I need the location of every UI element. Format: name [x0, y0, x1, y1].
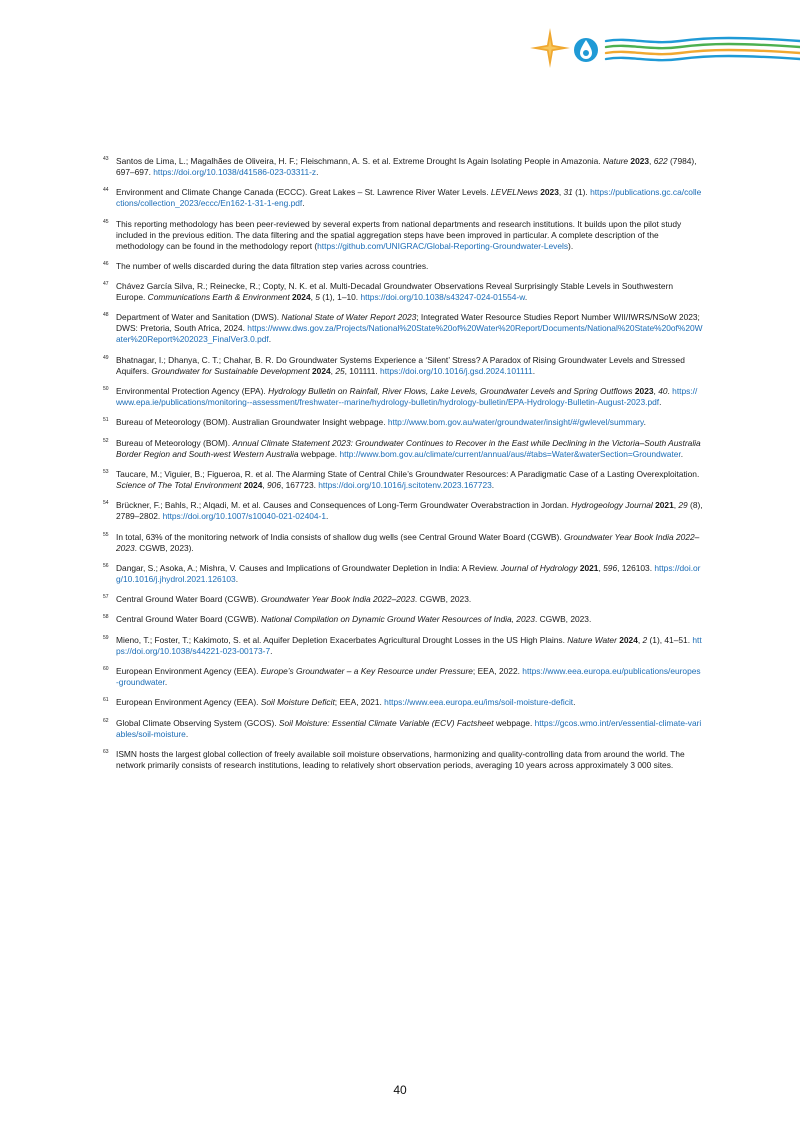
endnote-text — [116, 500, 703, 522]
endnote-text — [116, 635, 703, 657]
endnote-item — [103, 614, 703, 625]
endnote-link[interactable]: http://www.bom.gov.au/climate/current/annual/aus/#tabs=Water&waterSection=Groundwater — [339, 448, 681, 459]
endnote-text-run: , — [262, 479, 268, 490]
endnote-link[interactable]: https://gcos.wmo.int/en/essential-climate-variables/soil-moisture — [116, 717, 702, 739]
endnote-text-run: . CGWB, 2023). — [134, 542, 194, 553]
endnote-text-run: (7984), 697–697. — [116, 156, 697, 177]
endnote-bold-text: 2023 — [634, 386, 654, 397]
endnote-bold-text: 2024 — [619, 634, 638, 645]
endnote-text — [116, 312, 703, 345]
endnote-text-run: ; EEA, 2022. — [472, 666, 523, 677]
endnote-italic-text: Nature — [602, 156, 629, 166]
endnote-text-run: Global Climate Observing System (GCOS). — [116, 717, 279, 728]
endnote-text — [116, 614, 703, 625]
endnote-italic-text: 5 — [315, 292, 320, 303]
endnote-italic-text: Soil Moisture Deficit — [260, 697, 335, 708]
endnote-text-run: . — [302, 198, 305, 209]
endnote-italic-text: Hydrogeology Journal — [571, 500, 653, 511]
endnote-italic-text: 2 — [642, 634, 648, 645]
endnote-item — [103, 532, 703, 554]
endnote-text-run: . — [532, 365, 536, 376]
endnote-number: 51 — [103, 417, 109, 424]
endnote-number: 63 — [103, 748, 109, 755]
endnote-text-run: . CGWB, 2023. — [414, 594, 472, 605]
endnote-italic-text: Science of The Total Environment — [116, 479, 242, 490]
endnote-text-run: Environmental Protection Agency (EPA). — [116, 386, 269, 397]
endnote-item — [103, 355, 703, 377]
endnote-text — [116, 749, 703, 771]
endnote-link[interactable]: https://doi.org/10.1038/s44221-023-00173-7 — [116, 634, 702, 656]
endnote-text — [116, 355, 703, 377]
endnote-text-run: The number of wells discarded during the data filtration step varies across countries. — [116, 260, 429, 271]
endnote-italic-text: 31 — [563, 187, 573, 198]
endnote-number: 57 — [103, 594, 109, 601]
endnote-bold-text: 2021 — [655, 500, 674, 511]
endnote-text-run: In total, 63% of the monitoring network of India consists of shallow dug wells (see Central Ground Water Board (CGWB). — [116, 531, 564, 542]
endnote-text-run: , — [649, 156, 654, 166]
endnote-text — [116, 469, 703, 491]
endnote-item — [103, 261, 703, 272]
endnote-text-run: Taucare, M.; Viguier, B.; Figueroa, R. et al. The Alarming State of Central Chile’s Groundwater Resources: A Paradigmatic Case of a Lasting Overexploitation. — [116, 468, 700, 479]
endnote-text-run: . — [573, 697, 576, 708]
endnote-bold-text: 2021 — [579, 562, 599, 573]
endnote-item — [103, 635, 703, 657]
endnotes-list — [103, 156, 703, 780]
endnote-text-run: (1), 41–51. — [647, 634, 693, 645]
endnote-link[interactable]: https://publications.gc.ca/collections/collection_2023/eccc/En162-1-31-1-eng.pdf — [116, 187, 702, 209]
sun-star-icon — [530, 28, 570, 68]
endnote-text-run: , — [653, 386, 659, 397]
endnote-text-run: (8), 2789–2802. — [116, 500, 703, 522]
endnote-text-run: , — [673, 500, 679, 511]
wave-lines-icon — [606, 38, 800, 60]
endnote-text-run: . — [491, 479, 495, 490]
endnote-text-run: webpage. — [493, 717, 535, 728]
endnote-text — [116, 261, 703, 272]
endnote-text-run: , 126103. — [617, 562, 655, 573]
endnote-link[interactable]: https://www.epa.ie/publications/monitoring--assessment/freshwater--marine/hydrology-bulletin/hydrology-bulletin/EPA-Hydrology-Bulletin-August-2023.pdf — [116, 386, 698, 408]
endnote-link[interactable]: https://www.dws.gov.za/Projects/National%20State%20of%20Water%20Report/Documents/National%20State%20of%20Water%20Report%202023_FinalVer3.0.pdf — [116, 323, 703, 345]
endnote-text-run: , — [310, 292, 316, 303]
endnote-text-run: . — [185, 728, 189, 739]
endnote-italic-text: Hydrology Bulletin on Rainfall, River Flows, Lake Levels, Groundwater Levels and Spring Outflows — [268, 386, 633, 397]
endnote-text — [116, 438, 703, 460]
endnote-text-run: . — [659, 397, 662, 408]
endnote-item — [103, 219, 703, 252]
endnote-item — [103, 469, 703, 491]
endnote-link[interactable]: https://doi.org/10.1016/j.scitotenv.2023.167723 — [318, 479, 492, 490]
endnote-italic-text: 29 — [678, 500, 688, 511]
endnote-italic-text: Journal of Hydrology — [500, 562, 578, 573]
endnote-text-run: Chávez García Silva, R.; Reinecke, R.; Copty, N. K. et al. Multi-Decadal Groundwater Observations Reveal Surprisingly Stable Levels in Southwestern Europe. — [116, 281, 674, 303]
endnote-text-run: (1). — [572, 187, 591, 198]
endnote-italic-text: Nature Water — [567, 634, 617, 645]
endnote-link[interactable]: https://doi.org/10.1007/s10040-021-02404-1 — [162, 511, 327, 522]
endnote-link[interactable]: https://www.eea.europa.eu/publications/europes-groundwater — [116, 666, 701, 688]
endnote-text-run: ; Integrated Water Resource Studies Report Number WII/IWRS/NSoW 2023; DWS: Pretoria, South Africa, 2024. — [116, 312, 700, 334]
endnote-text-run: Mieno, T.; Foster, T.; Kakimoto, S. et al. Aquifer Depletion Exacerbates Agricultural Drought Losses in the US High Plains. — [116, 634, 568, 645]
endnote-number: 58 — [103, 614, 109, 621]
endnote-number: 45 — [103, 218, 109, 225]
endnote-link[interactable]: https://doi.org/10.1038/s43247-024-01554-w — [360, 292, 525, 303]
endnote-italic-text: Communications Earth & Environment — [147, 292, 290, 303]
endnote-number: 46 — [103, 260, 109, 267]
endnote-number: 52 — [103, 437, 109, 444]
endnote-item — [103, 718, 703, 740]
endnote-text — [116, 386, 703, 408]
endnote-text-run: , — [598, 562, 604, 573]
endnote-italic-text: Soil Moisture: Essential Climate Variable (ECV) Factsheet — [278, 717, 494, 728]
endnote-bold-text: 2023 — [540, 187, 559, 198]
endnote-italic-text: LEVELNews — [490, 187, 538, 198]
page-number: 40 — [393, 1083, 407, 1097]
endnote-text-run: Bureau of Meteorology (BOM). Australian Groundwater Insight webpage. — [116, 417, 388, 428]
endnote-text-run: . — [680, 448, 684, 459]
endnote-item — [103, 187, 703, 209]
endnote-number: 56 — [103, 562, 109, 569]
endnote-item — [103, 417, 703, 428]
endnote-item — [103, 749, 703, 771]
endnote-item — [103, 281, 703, 303]
endnote-text-run: , 167723. — [281, 479, 319, 490]
endnote-text — [116, 563, 703, 585]
endnote-item — [103, 500, 703, 522]
endnote-link[interactable]: https://doi.org/10.1016/j.gsd.2024.101111 — [380, 365, 533, 376]
endnote-number: 50 — [103, 386, 109, 393]
endnote-number: 61 — [103, 697, 109, 704]
endnote-text-run: , — [637, 634, 643, 645]
endnote-text-run: ). — [568, 240, 574, 251]
endnote-text-run: . — [524, 292, 528, 303]
endnote-text-run: . — [270, 645, 273, 656]
endnote-italic-text: National State of Water Report 2023 — [281, 312, 417, 323]
endnote-text — [116, 281, 703, 303]
endnote-text-run: European Environment Agency (EEA). — [116, 666, 261, 677]
endnote-text-run: Central Ground Water Board (CGWB). — [116, 594, 261, 605]
endnote-text-run: , — [330, 365, 336, 376]
endnote-text-run: ISMN hosts the largest global collection of freely available soil moisture observations, harmonizing and quality-controlling data from around the world. The network primarily consists of research institutions, leading to relatively short observation periods, averaging 10 years across approximately 3 000 sites. — [116, 748, 685, 770]
endnote-italic-text: 25 — [335, 365, 345, 376]
endnote-text-run: , 101111. — [344, 365, 381, 376]
endnote-bold-text: 2024 — [291, 292, 311, 303]
endnote-text-run: Department of Water and Sanitation (DWS). — [116, 312, 282, 323]
endnote-number: 49 — [103, 354, 109, 361]
endnote-number: 47 — [103, 281, 109, 288]
water-drop-icon — [574, 38, 598, 62]
endnote-italic-text: 622 — [653, 156, 668, 166]
endnote-text — [116, 417, 703, 428]
endnote-number: 44 — [103, 187, 109, 194]
endnote-link[interactable]: https://www.eea.europa.eu/ims/soil-moisture-deficit — [384, 697, 574, 708]
endnote-text-run: Bhatnagar, I.; Dhanya, C. T.; Chahar, B. R. Do Groundwater Systems Experience a ‘Silent’ Stress? A Paradox of Rising Groundwater Levels and Stressed Aquifers. — [116, 354, 685, 376]
endnote-link[interactable]: https://github.com/UNIGRAC/Global-Reporting-Groundwater-Levels — [317, 240, 569, 251]
endnote-text-run: European Environment Agency (EEA). — [116, 697, 261, 708]
endnote-text-run: . — [667, 386, 673, 397]
endnote-text-run: . — [643, 417, 646, 428]
endnote-item — [103, 438, 703, 460]
endnote-text — [116, 718, 703, 740]
endnote-bold-text: 2024 — [243, 479, 263, 490]
endnote-text-run: . — [326, 511, 329, 522]
endnote-text — [116, 156, 703, 178]
endnote-link[interactable]: https://doi.org/10.1016/j.jhydrol.2021.126103 — [116, 562, 701, 584]
endnote-text-run: . — [164, 677, 168, 688]
endnote-number: 59 — [103, 634, 109, 641]
endnote-text-run: Dangar, S.; Asoka, A.; Mishra, V. Causes and Implications of Groundwater Depletion in India: A Review. — [116, 562, 501, 573]
endnote-item — [103, 666, 703, 688]
endnote-number: 62 — [103, 717, 109, 724]
endnote-item — [103, 697, 703, 708]
report-logo — [520, 24, 800, 74]
endnote-text-run: Central Ground Water Board (CGWB). — [116, 614, 261, 625]
endnote-text-run: . CGWB, 2023. — [534, 614, 592, 625]
endnote-item — [103, 563, 703, 585]
endnote-text-run: Bureau of Meteorology (BOM). — [116, 437, 233, 448]
endnote-text-run: , — [558, 187, 564, 198]
endnote-text-run: Brückner, F.; Bahls, R.; Alqadi, M. et al. Causes and Consequences of Long-Term Groundwater Overabstraction in Jordan. — [116, 500, 572, 511]
endnote-text-run: ; EEA, 2021. — [334, 697, 385, 708]
endnote-text-run: . — [235, 573, 239, 584]
endnote-text — [116, 187, 703, 209]
endnote-text-run: Environment and Climate Change Canada (ECCC). Great Lakes – St. Lawrence River Water Levels. — [116, 187, 491, 198]
endnote-text — [116, 697, 703, 708]
endnote-item — [103, 386, 703, 408]
endnote-text-run: Santos de Lima, L.; Magalhães de Oliveira, H. F.; Fleischmann, A. S. et al. Extreme Drought Is Again Isolating People in Amazonia. — [116, 156, 603, 166]
endnote-italic-text: Groundwater Year Book India 2022–2023 — [116, 531, 700, 553]
endnote-bold-text: 2024 — [312, 365, 331, 376]
endnote-text — [116, 666, 703, 688]
endnote-text — [116, 594, 703, 605]
endnote-italic-text: National Compilation on Dynamic Ground Water Resources of India, 2023 — [260, 614, 535, 625]
endnote-italic-text: Groundwater Year Book India 2022–2023 — [260, 594, 415, 605]
endnote-number: 43 — [103, 156, 109, 162]
endnote-italic-text: Europe’s Groundwater – a Key Resource under Pressure — [260, 666, 473, 677]
endnote-italic-text: Annual Climate Statement 2023: Groundwater Continues to Recover in the East while Declining in the Victoria–South Australia Border Region and South-west Western Australia — [116, 437, 701, 459]
endnote-text-run: webpage. — [298, 448, 340, 459]
endnote-text-run: (1), 1–10. — [319, 292, 361, 303]
endnote-number: 55 — [103, 531, 109, 538]
endnote-item — [103, 594, 703, 605]
endnote-number: 48 — [103, 312, 109, 319]
endnote-italic-text: 906 — [267, 479, 281, 490]
endnote-link[interactable]: https://doi.org/10.1038/d41586-023-03311-z — [153, 167, 317, 177]
endnote-text — [116, 219, 703, 252]
endnote-item — [103, 312, 703, 345]
endnote-text-run: This reporting methodology has been peer-reviewed by several experts from national departments and research institutions. It builds upon the pilot study included in the previous edition. The data filtering and the spatial aggregation steps have been improved in particular. A complete description of the methodology can be found in the methodology report ( — [116, 218, 682, 251]
endnote-text — [116, 532, 703, 554]
endnote-link[interactable]: http://www.bom.gov.au/water/groundwater/insight/#/gwlevel/summary — [387, 417, 644, 428]
endnote-italic-text: Groundwater for Sustainable Development — [151, 365, 310, 376]
endnote-number: 53 — [103, 468, 109, 475]
endnote-item — [103, 156, 703, 178]
endnote-bold-text: 2023 — [630, 156, 650, 166]
endnote-text-run: . — [316, 167, 319, 177]
endnote-italic-text: 40 — [658, 386, 668, 397]
endnote-number: 54 — [103, 500, 109, 507]
endnote-text-run: . — [268, 334, 272, 345]
endnote-italic-text: 596 — [603, 562, 618, 573]
endnote-number: 60 — [103, 666, 109, 673]
